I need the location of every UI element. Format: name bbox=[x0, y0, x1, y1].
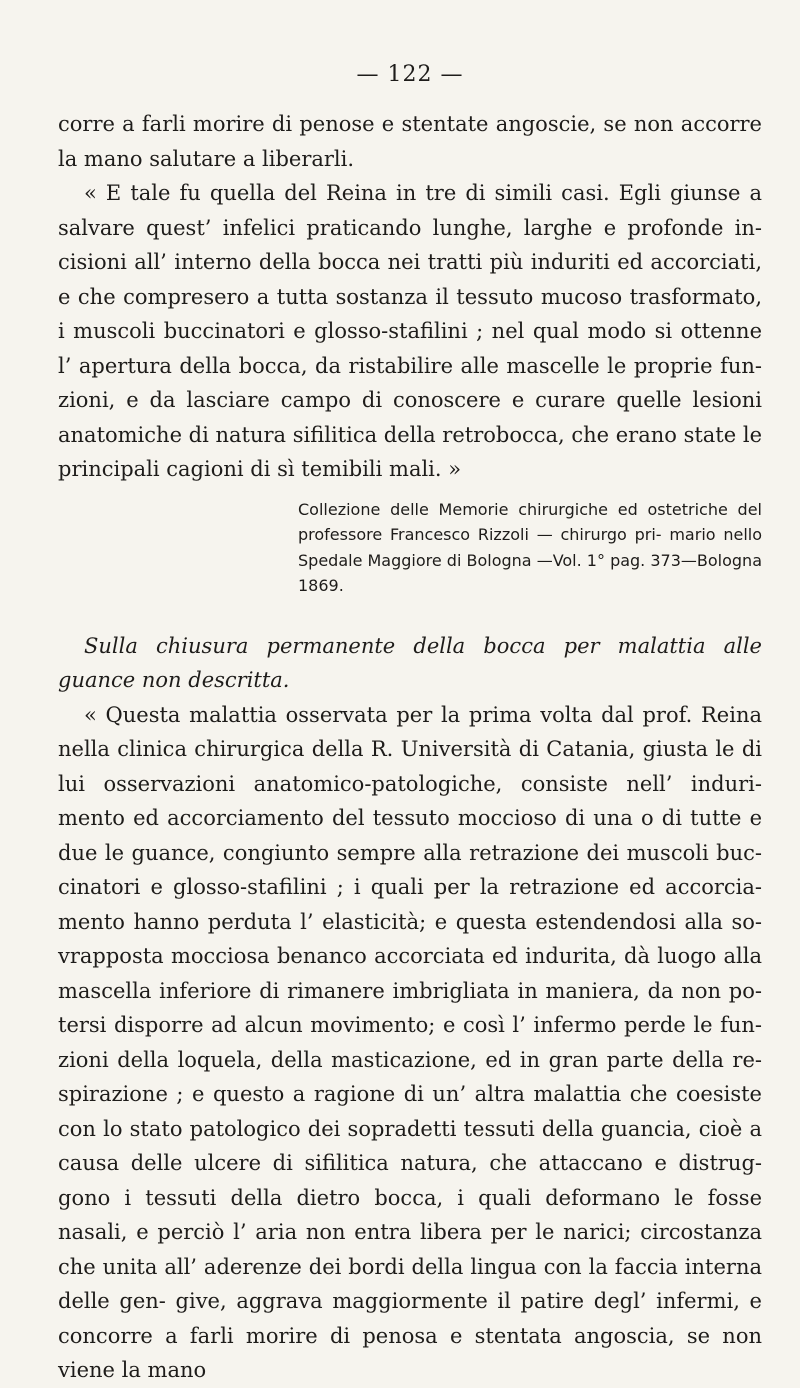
quoted-paragraph-reina: « E tale fu quella del Reina in tre di simili casi. Egli giunse a salvare quest’ infelici praticando lunghe, larghe e profonde in- cisioni all’ interno della bocca nei tratti più induriti ed accorciati, e che compresero a tutta sostanza il tessuto mucoso trasformato, i muscoli buccinatori e glosso-stafilini ; nel qual modo si ottenne l’ apertura della bocca, da ristabilire alle mascelle le proprie fun- zioni, e da lasciare campo di conoscere e curare quelle lesioni anatomiche di natura sifilitica della retrobocca, che erano state le principali cagioni di sì temibili mali. » bbox=[58, 181, 762, 481]
section-title: Sulla chiusura permanente della bocca per malattia alle guance non descritta. bbox=[58, 633, 762, 692]
quoted-paragraph-malattia: « Questa malattia osservata per la prima volta dal prof. Reina nella clinica chirurgica della R. Università di Catania, giusta le di lui osservazioni anatomico-patologiche, consiste nell’ induri- mento ed accorciamento del tessuto moccioso di una o di tutte e due le guance, congiunto sempre alla retrazione dei muscoli buc- cinatori e glosso-stafilini ; i quali per la retrazione ed accorcia- mento hanno perduta l’ elasticità; e questa estendendosi alla so- vrapposta mocciosa benanco accorciata ed indurita, dà luogo alla mascella inferiore di rimanere imbrigliata in maniera, da non po- tersi disporre ad alcun movimento; e così l’ infermo perde le fun- zioni della loquela, della masticazione, ed in gran parte della re- spirazione ; e questo a ragione di un’ altra malattia che coesiste con lo stato patologico dei sopradetti tessuti della guancia, cioè a causa delle ulcere di sifilitica natura, che attaccano e distrug- gono i tessuti della dietro bocca, i quali deformano le fosse nasali, e perciò l’ aria non entra libera per le narici; circostanza che unita all’ aderenze dei bordi della lingua con la faccia interna delle gen- give, aggrava maggiormente il patire degl’ infermi, e concorre a farli morire di penosa e stentata angoscia, se non viene la mano bbox=[58, 702, 762, 1382]
paragraph-continuation: corre a farli morire di penose e stentate angoscie, se non accorre la mano salutare a liberarli. bbox=[58, 112, 762, 171]
page-content bbox=[58, 62, 762, 1388]
citation: Collezione delle Memorie chirurgiche ed ostetriche del professore Francesco Rizzoli — chirurgo pri- mario nello Spedale Maggiore di Bologna —Vol. 1° pag. 373—Bologna 1869. bbox=[298, 499, 762, 595]
page-number: — 122 — bbox=[356, 62, 464, 87]
